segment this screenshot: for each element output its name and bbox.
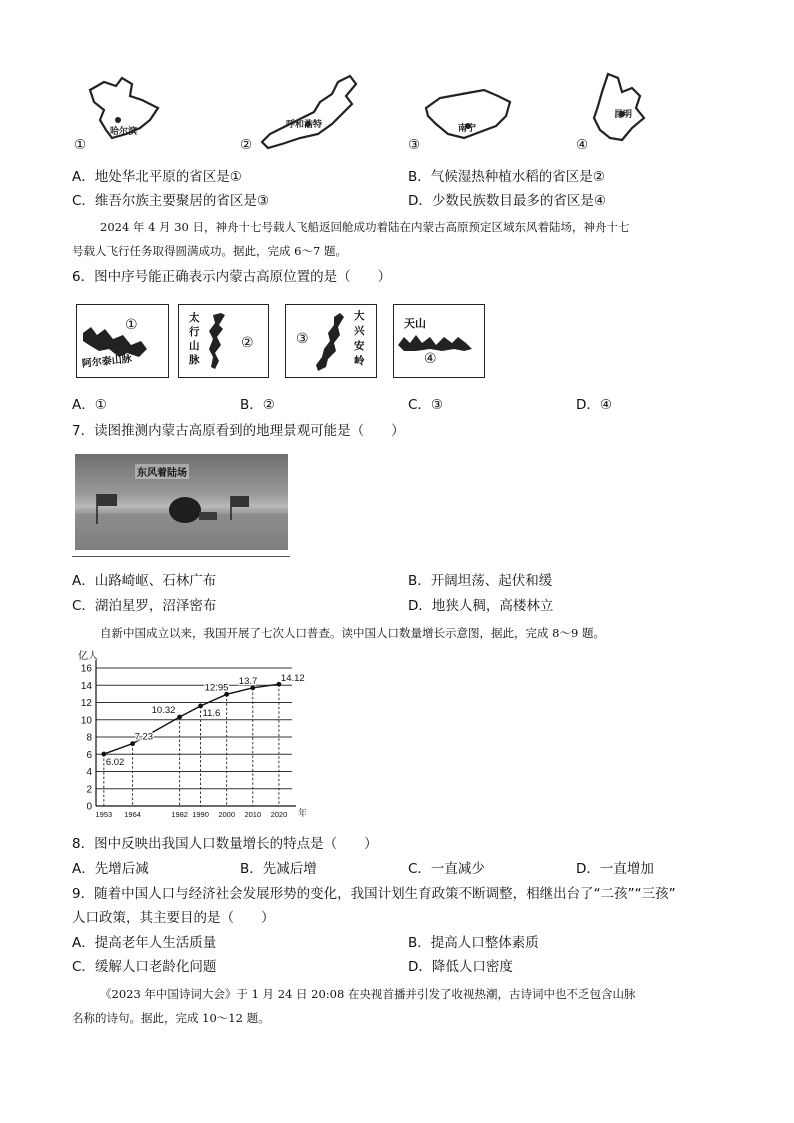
q6-box-2 <box>178 304 269 378</box>
landing-site-photo <box>75 454 288 555</box>
q6-box-2-number: ② <box>241 335 254 351</box>
q8-option-d: D．一直增加 <box>576 861 654 877</box>
map2-city-label: 呼和浩特 <box>286 120 323 130</box>
q6-box-1-number: ① <box>125 317 138 333</box>
q8-option-a: A．先增后减 <box>72 861 149 877</box>
intro10-line1: 《2023 年中国诗词大会》于 1 月 24 日 20:08 在央视首播并引发了收视热潮，古诗词中也不乏包含山脉 <box>100 987 636 1001</box>
y-axis-label: 亿人 <box>78 651 98 662</box>
q6-option-c: C．③ <box>408 397 444 413</box>
map3-number: ③ <box>408 137 421 153</box>
q6-box-2-label: 太行山脉 <box>189 312 200 366</box>
x-tick-label: 2020 <box>270 810 288 819</box>
map4-city-label: 昆明 <box>614 110 633 120</box>
y-tick-label: 16 <box>80 663 92 675</box>
map1-number: ① <box>74 137 87 153</box>
data-label: 13.7 <box>238 675 258 687</box>
y-tick-label: 12 <box>80 698 92 709</box>
photo-underline <box>72 556 290 557</box>
x-tick-label: 1982 <box>171 810 188 819</box>
q9-option-b: B．提高人口整体素质 <box>408 935 539 951</box>
q9-stem-line1: 9．随着中国人口与经济社会发展形势的变化，我国计划生育政策不断调整，相继出台了“二孩”“三孩” <box>72 886 676 902</box>
x-tick-label: 1990 <box>192 810 209 819</box>
q6-box-4-number: ④ <box>424 351 437 367</box>
y-tick-label: 2 <box>86 784 92 796</box>
q5-option-c: C．维吾尔族主要聚居的省区是③ <box>72 193 270 209</box>
q6-option-a: A．① <box>72 397 107 413</box>
q9-stem-line2: 人口政策，其主要目的是（ ） <box>72 910 275 926</box>
q9-option-d: D．降低人口密度 <box>408 959 513 975</box>
data-label: 10.32 <box>151 704 176 716</box>
q7-option-d: D．地狭人稠，高楼林立 <box>408 598 554 614</box>
data-point <box>177 715 182 720</box>
q7-option-b: B．开阔坦荡、起伏和缓 <box>408 573 553 589</box>
q5-option-b: B．气候湿热种植水稻的省区是② <box>408 169 605 185</box>
q7-stem: 7．读图推测内蒙古高原看到的地理景观可能是（ ） <box>72 423 405 439</box>
x-tick-label: 1953 <box>95 810 113 819</box>
x-tick-label: 2000 <box>218 810 236 819</box>
y-tick-label: 10 <box>80 715 92 727</box>
y-tick-label: 4 <box>86 767 92 778</box>
data-label: 6.02 <box>105 757 125 769</box>
population-chart <box>70 648 308 820</box>
data-point <box>101 752 106 757</box>
q6-box-4-label: 天山 <box>404 317 426 330</box>
q8-stem: 8．图中反映出我国人口数量增长的特点是（ ） <box>72 836 378 852</box>
y-tick-label: 14 <box>80 680 92 692</box>
intro6-line1: 2024 年 4 月 30 日，神舟十七号载人飞船返回舱成功着陆在内蒙古高原预定区域东风着陆场，神舟十七 <box>100 220 630 234</box>
photo-title: 东风着陆场 <box>135 464 189 479</box>
map1-city-label: 哈尔滨 <box>110 127 138 137</box>
q6-box-1 <box>76 304 169 378</box>
intro10-line2: 名称的诗句。据此，完成 10～12 题。 <box>72 1011 270 1025</box>
intro6-line2: 号载人飞行任务取得圆满成功。据此，完成 6～7 题。 <box>72 244 347 258</box>
q6-option-d: D．④ <box>576 397 612 413</box>
q9-option-c: C．缓解人口老龄化问题 <box>72 959 217 975</box>
q8-option-b: B．先减后增 <box>240 861 317 877</box>
map4-number: ④ <box>576 137 589 153</box>
q6-box-1-label: 阿尔泰山脉 <box>81 353 133 370</box>
map3-city-label: 南宁 <box>458 124 477 134</box>
q5-option-d: D．少数民族数目最多的省区是④ <box>408 193 606 209</box>
inner-mongolia-map <box>262 76 356 148</box>
q6-box-3-number: ③ <box>296 331 309 347</box>
x-tick-label: 1964 <box>124 810 141 819</box>
data-label: 7.23 <box>134 731 154 743</box>
data-label: 14.12 <box>280 673 305 685</box>
x-axis-label: 年 <box>298 809 308 819</box>
q6-box-3-label: 大兴安岭 <box>354 310 365 367</box>
q8-option-c: C．一直减少 <box>408 861 485 877</box>
data-label: 12.95 <box>204 682 229 694</box>
q7-option-a: A．山路崎岖、石林广布 <box>72 573 217 589</box>
q6-box-3 <box>285 304 377 378</box>
y-tick-label: 8 <box>86 732 92 744</box>
y-tick-label: 0 <box>86 801 92 813</box>
q7-option-c: C．湖泊星罗，沼泽密布 <box>72 598 217 614</box>
map2-number: ② <box>240 137 253 153</box>
q5-option-a: A．地处华北平原的省区是① <box>72 169 242 185</box>
data-label: 11.6 <box>202 707 221 719</box>
intro8: 自新中国成立以来，我国开展了七次人口普查。读中国人口数量增长示意图，据此，完成 8～9 题。 <box>100 626 605 640</box>
q6-option-b: B．② <box>240 397 275 413</box>
x-tick-label: 2010 <box>244 810 262 819</box>
q6-box-4 <box>393 304 485 378</box>
y-tick-label: 6 <box>86 749 92 761</box>
q9-option-a: A．提高老年人生活质量 <box>72 935 217 951</box>
q6-stem: 6．图中序号能正确表示内蒙古高原位置的是（ ） <box>72 269 392 285</box>
